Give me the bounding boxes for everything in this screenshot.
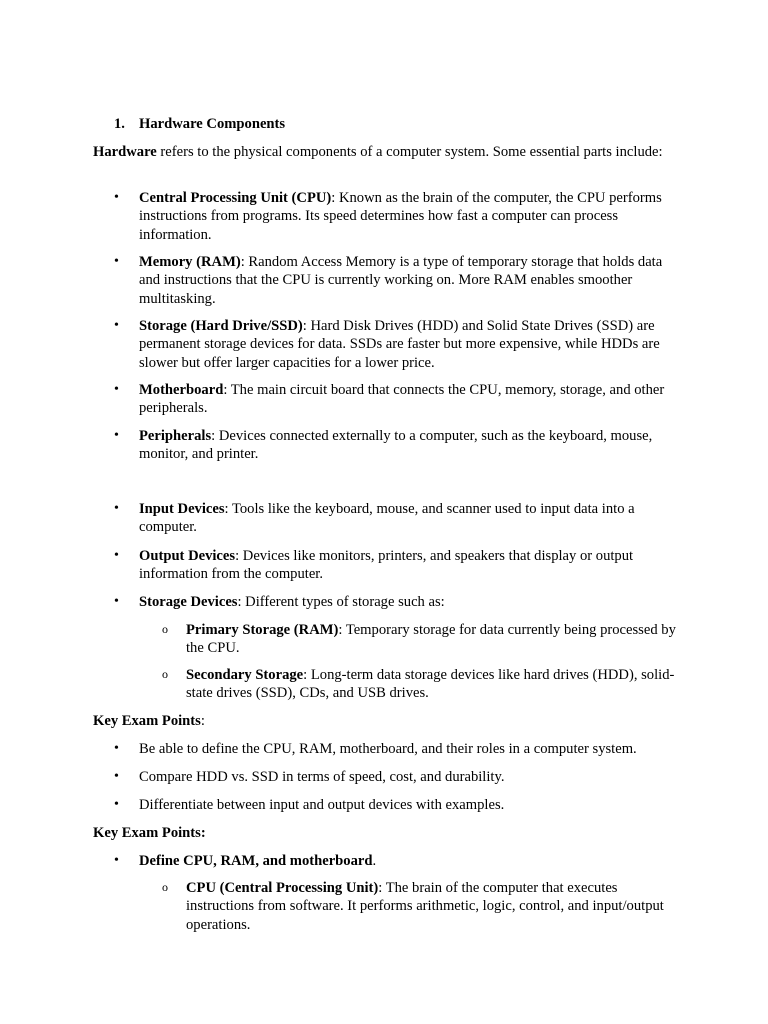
heading-term: Key Exam Points [93, 713, 201, 729]
section-title: Hardware Components [139, 116, 286, 132]
list-item-define [139, 852, 679, 870]
sub-item-secondary-storage [186, 666, 676, 703]
sub-item-text: : Long-term data storage devices like hard drives (HDD), solid-state drives (SSD), CDs, and USB drives. [186, 667, 675, 702]
list-item-memory [139, 253, 679, 308]
list-item-input-devices [139, 500, 679, 537]
list-item-motherboard [139, 381, 679, 418]
heading-text: Key Exam Points: [93, 825, 206, 841]
list-item-storage-devices [139, 593, 679, 611]
list-item-text: : Different types of storage such as: [237, 594, 445, 610]
sub-item-primary-storage [186, 621, 676, 658]
list-item-term: Storage (Hard Drive/SSD) [139, 318, 303, 334]
list-item-term: Central Processing Unit (CPU) [139, 190, 332, 206]
list-item-term: Output Devices [139, 548, 236, 564]
list-item-text: : The main circuit board that connects the CPU, memory, storage, and other peripherals. [139, 382, 665, 417]
list-item-text: : Random Access Memory is a type of temporary storage that holds data and instructions that the CPU is currently working on. More RAM enables smoother multitasking. [139, 254, 663, 307]
list-item-text: : Hard Disk Drives (HDD) and Solid State Drives (SSD) are permanent storage devices for data. SSDs are faster but more expensive, while HDDs are slower but offer larger capacities for a lower price. [139, 318, 660, 371]
sub-item-text: : The brain of the computer that executes instructions from software. It performs arithmetic, logic, control, and input/output operations. [186, 880, 664, 933]
list-item-term: Memory (RAM) [139, 254, 241, 270]
list-item-text: : Devices like monitors, printers, and speakers that display or output information from the computer. [139, 548, 634, 583]
list-item-cpu [139, 189, 679, 244]
exam-point-item: • Differentiate between input and output devices with examples. [139, 796, 679, 814]
key-exam-points-heading [93, 712, 673, 730]
list-item-storage [139, 317, 679, 372]
intro-text: refers to the physical components of a computer system. Some essential parts include: [156, 144, 663, 160]
list-item-term: Peripherals [139, 428, 212, 444]
exam-point-item: • Be able to define the CPU, RAM, motherboard, and their roles in a computer system. [139, 740, 679, 758]
section-heading [114, 115, 285, 133]
list-item-text: : Devices connected externally to a computer, such as the keyboard, mouse, monitor, and printer. [139, 428, 653, 463]
intro-paragraph [93, 143, 673, 161]
sub-item-text: : Temporary storage for data currently being processed by the CPU. [186, 622, 676, 657]
sub-item-term: Secondary Storage [186, 667, 304, 683]
heading-suffix: : [200, 713, 205, 729]
key-exam-points-heading-2 [93, 824, 673, 842]
sub-item-cpu-definition [186, 879, 676, 934]
exam-point-item: • Compare HDD vs. SSD in terms of speed, cost, and durability. [139, 768, 679, 786]
list-item-term: Motherboard [139, 382, 224, 398]
sub-item-term: CPU (Central Processing Unit) [186, 880, 379, 896]
list-item-term: Input Devices [139, 501, 225, 517]
list-item-peripherals [139, 427, 679, 464]
list-item-text: . [372, 853, 377, 869]
list-item-output-devices [139, 547, 679, 584]
list-item-text: : Tools like the keyboard, mouse, and scanner used to input data into a computer. [139, 501, 635, 536]
list-item-term: Storage Devices [139, 594, 238, 610]
list-item-text: : Known as the brain of the computer, the CPU performs instructions from programs. Its speed determines how fast a computer can process information. [139, 190, 662, 243]
sub-item-term: Primary Storage (RAM) [186, 622, 339, 638]
intro-term: Hardware [93, 144, 157, 160]
list-item-term: Define CPU, RAM, and motherboard [139, 853, 373, 869]
section-number: 1. [114, 116, 125, 132]
